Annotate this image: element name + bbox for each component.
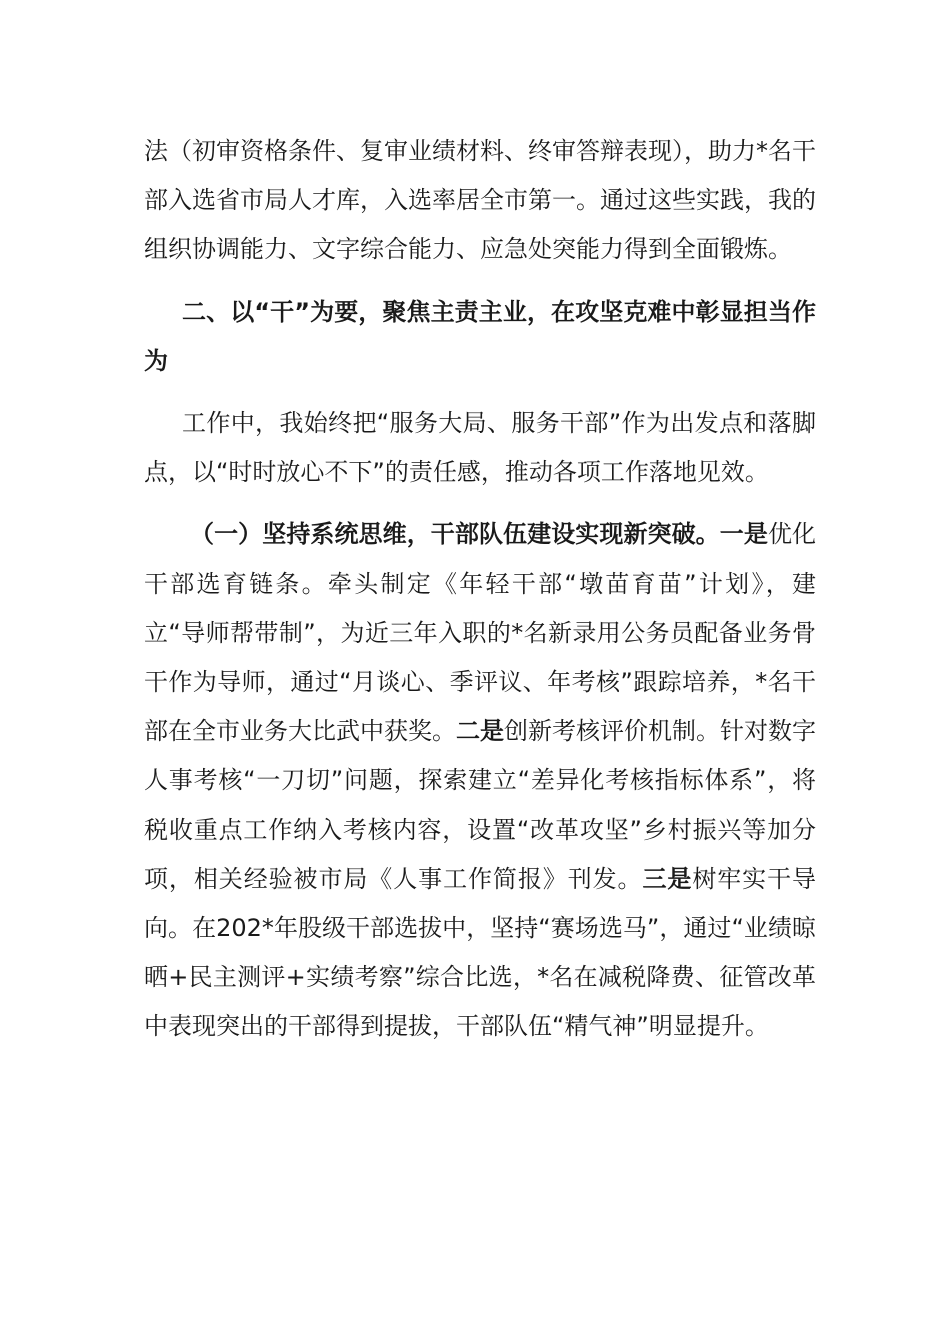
paragraph-gap	[144, 386, 816, 399]
paragraph-gap	[144, 497, 816, 510]
paragraph-subsection	[144, 510, 816, 1051]
item-text: 创新考核评价机制。针对数字人事考核“一刀切”问题，探索建立“差异化考核指标体系”，将税收重点工作纳入考核内容，设置“改革攻坚”乡村振兴等加分项，相关经验被市局《人事工作简报》刊发。	[144, 717, 816, 893]
item-lead: 二是	[456, 717, 504, 746]
paragraph-gap	[144, 275, 816, 288]
subsection-title: （一）坚持系统思维，干部队伍建设实现新突破。	[190, 520, 720, 549]
paragraph-continued: 法（初审资格条件、复审业绩材料、终审答辩表现），助力*名干部入选省市局人才库，入选率居全市第一。通过这些实践，我的组织协调能力、文字综合能力、应急处突能力得到全面锻炼。	[144, 137, 816, 264]
item-text: 优化干部选育链条。牵头制定《年轻干部“墩苗育苗”计划》，建立“导师帮带制”，为近三年入职的*名新录用公务员配备业务骨干作为导师，通过“月谈心、季评议、年考核”跟踪培养，*名干部在全市业务大比武中获奖。	[144, 520, 817, 746]
section-heading: 二、以“干”为要，聚焦主责主业，在攻坚克难中彰显担当作为	[144, 297, 816, 375]
item-lead: 三是	[642, 864, 693, 893]
item-lead: 一是	[719, 520, 768, 549]
document-body	[144, 127, 816, 1052]
item-text: 树牢实干导向。在202*年股级干部选拔中，坚持“赛场选马”，通过“业绩晾晒+民主测评+实绩考察”综合比选，*名在减税降费、征管改革中表现突出的干部得到提拔，干部队伍“精气神”明显提升。	[144, 864, 817, 1041]
paragraph-intro: 工作中，我始终把“服务大局、服务干部”作为出发点和落脚点，以“时时放心不下”的责任感，推动各项工作落地见效。	[144, 409, 816, 487]
